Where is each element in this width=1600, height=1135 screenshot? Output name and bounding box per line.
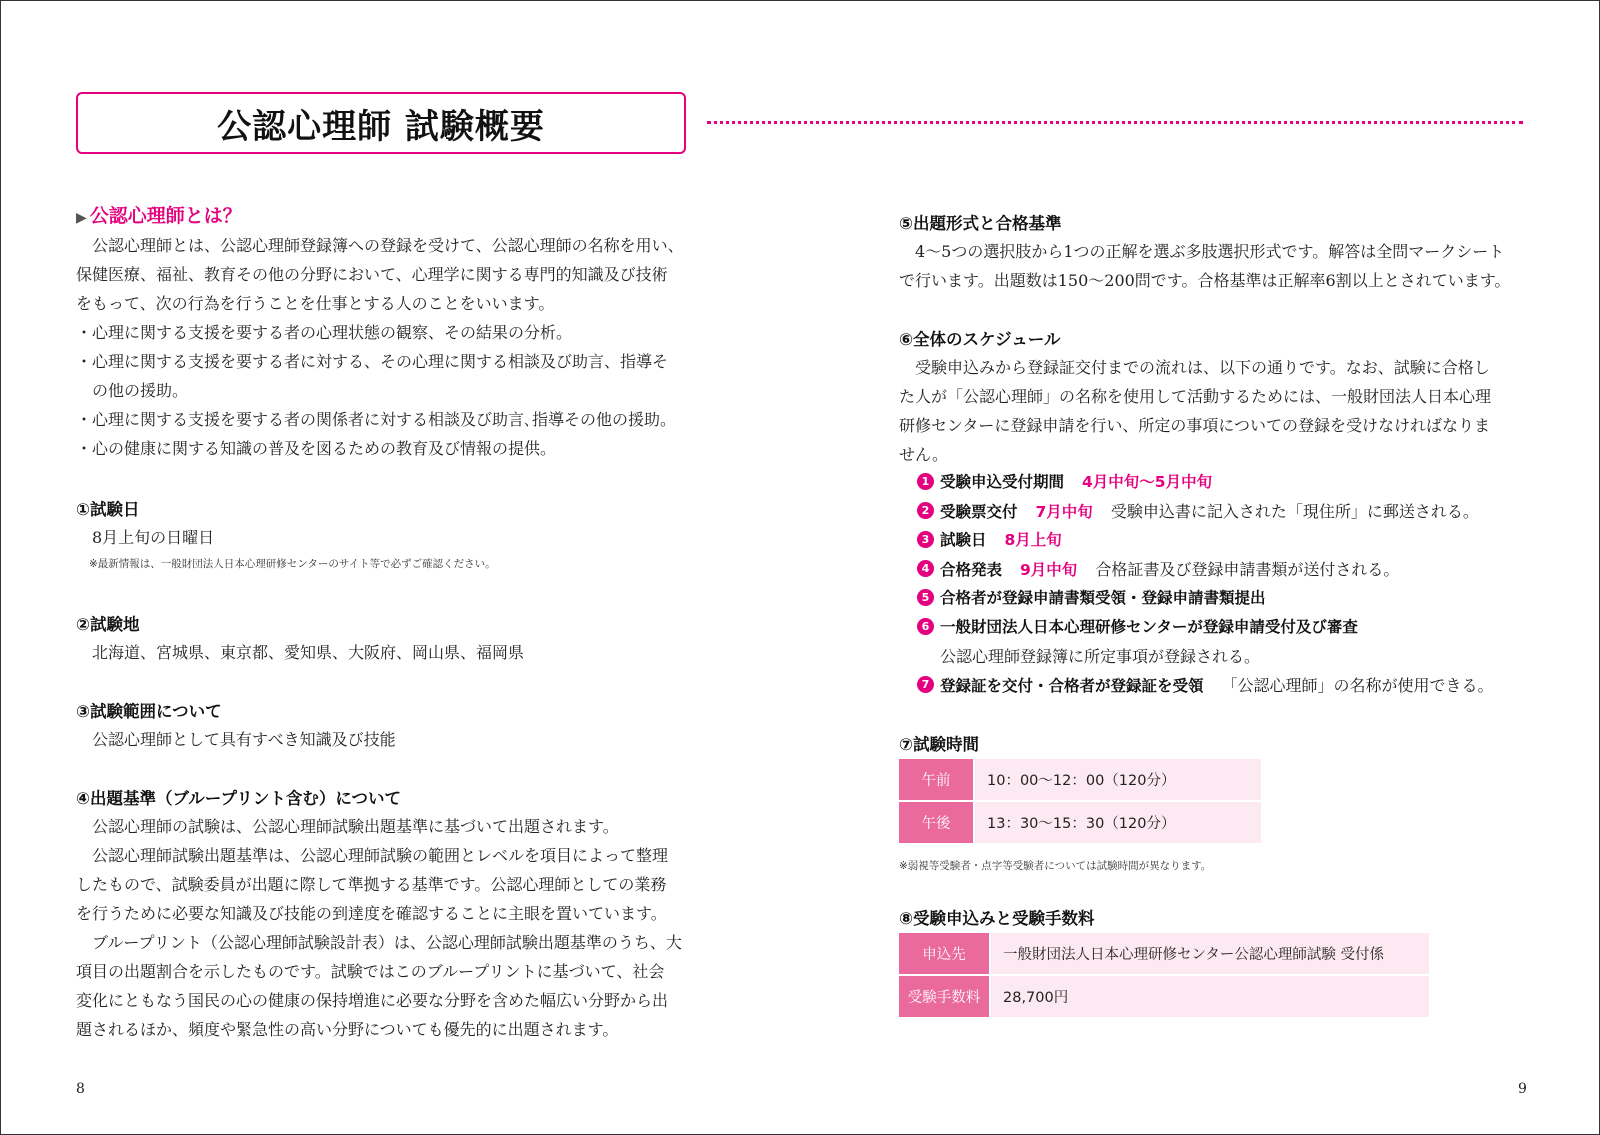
step-label: 合格者が登録申請書類受領・登録申請書類提出 xyxy=(940,589,1266,607)
title-box xyxy=(76,92,686,154)
step-highlight: 9月中旬 xyxy=(1020,560,1078,579)
step-number-badge: 4 xyxy=(917,560,934,577)
exam-scope-text: 公認心理師として具有すべき知識及び技能 xyxy=(76,730,396,749)
title-dotted-rule xyxy=(707,121,1523,124)
format-line: 4～5つの選択肢から1つの正解を選ぶ多肢選択形式です。解答は全問マークシート xyxy=(899,242,1505,261)
step-number-badge: 6 xyxy=(917,618,934,635)
exam-date-note: ※最新情報は、一般財団法人日本心理研修センターのサイト等で必ずご確認ください。 xyxy=(89,558,496,570)
criteria-line: 公認心理師試験出題基準は、公認心理師試験の範囲とレベルを項目によって整理 xyxy=(76,846,669,865)
step-sub-text: 公認心理師登録簿に所定事項が登録される。 xyxy=(940,647,1261,666)
step-label: 登録証を交付・合格者が登録証を受領 xyxy=(940,676,1204,695)
step-extra: 受験申込書に記入された「現住所」に郵送される。 xyxy=(1110,502,1479,521)
criteria-line: 変化にともなう国民の心の健康の保持増進に必要な分野を含めた幅広い分野から出 xyxy=(76,991,669,1010)
section-heading-application: ⑧受験申込みと受験手数料 xyxy=(899,909,1095,928)
section-heading-exam-scope: ③試験範囲について xyxy=(76,702,222,721)
table-value: 一般財団法人日本心理研修センター公認心理師試験 受付係 xyxy=(990,933,1429,975)
section-heading-format: ⑤出題形式と合格基準 xyxy=(899,214,1062,233)
step-label: 受験票交付 xyxy=(940,502,1018,521)
section-heading-exam-date: ①試験日 xyxy=(76,500,140,519)
intro-line: 保健医療、福祉、教育その他の分野において、心理学に関する専門的知識及び技術 xyxy=(76,265,668,284)
section-heading-criteria: ④出題基準（ブループリント含む）について xyxy=(76,789,401,808)
table-row xyxy=(899,759,1261,801)
schedule-step xyxy=(917,586,1266,608)
table-value: 13：30～15：30（120分） xyxy=(974,801,1261,844)
page-number-left: 8 xyxy=(76,1081,85,1097)
intro-line: ・心理に関する支援を要する者の心理状態の観察、その結果の分析。 xyxy=(76,323,573,342)
table-key: 午後 xyxy=(899,801,974,844)
table-key: 申込先 xyxy=(899,933,990,975)
page-number-right: 9 xyxy=(1518,1081,1527,1097)
exam-date-text: 8月上旬の日曜日 xyxy=(76,528,215,547)
step-highlight: 8月上旬 xyxy=(1004,531,1062,549)
step-extra: 「公認心理師」の名称が使用できる。 xyxy=(1221,676,1494,695)
schedule-step xyxy=(917,673,1494,696)
schedule-line: た人が「公認心理師」の名称を使用して活動するためには、一般財団法人日本心理 xyxy=(899,387,1492,406)
section-heading-schedule: ⑥全体のスケジュール xyxy=(899,330,1061,349)
schedule-line: せん。 xyxy=(899,445,948,464)
step-label: 試験日 xyxy=(940,531,987,549)
section-heading-exam-location: ②試験地 xyxy=(76,615,140,634)
table-row xyxy=(899,801,1261,844)
step-number-badge: 5 xyxy=(917,589,934,606)
step-number-badge: 3 xyxy=(917,531,934,548)
schedule-step xyxy=(917,499,1479,522)
step-highlight: 7月中旬 xyxy=(1035,502,1093,521)
criteria-line: 公認心理師の試験は、公認心理師試験出題基準に基づいて出題されます。 xyxy=(76,817,619,836)
triangle-icon: ▶ xyxy=(76,210,87,226)
exam-time-table xyxy=(899,759,1261,845)
step-highlight: 4月中旬～5月中旬 xyxy=(1082,473,1213,491)
table-value: 28,700円 xyxy=(990,975,1429,1018)
step-extra: 合格証書及び登録申請書類が送付される。 xyxy=(1095,560,1400,579)
intro-line: ・心の健康に関する知識の普及を図るための教育及び情報の提供。 xyxy=(76,439,557,458)
table-key: 午前 xyxy=(899,759,974,801)
intro-line: ・心理に関する支援を要する者の関係者に対する相談及び助言､指導その他の援助。 xyxy=(76,410,677,429)
criteria-line: したもので、試験委員が出題に際して準拠する基準です。公認心理師としての業務 xyxy=(76,875,667,894)
criteria-line: ブループリント（公認心理師試験設計表）は、公認心理師試験出題基準のうち、大 xyxy=(76,933,682,952)
table-row xyxy=(899,933,1429,975)
step-number-badge: 1 xyxy=(917,473,934,490)
table-key: 受験手数料 xyxy=(899,975,990,1018)
table-value: 10：00～12：00（120分） xyxy=(974,759,1261,801)
intro-line: の他の援助。 xyxy=(76,381,189,400)
intro-line: をもって、次の行為を行うことを仕事とする人のことをいいます。 xyxy=(76,294,555,313)
table-row xyxy=(899,975,1429,1018)
criteria-line: を行うために必要な知識及び技能の到達度を確認することに主眼を置いています。 xyxy=(76,904,667,923)
intro-line: 公認心理師とは、公認心理師登録簿への登録を受けて、公認心理師の名称を用い、 xyxy=(76,236,684,255)
criteria-line: 項目の出題割合を示したものです。試験ではこのブループリントに基づいて、社会 xyxy=(76,962,665,981)
intro-line: ・心理に関する支援を要する者に対する、その心理に関する相談及び助言、指導そ xyxy=(76,352,669,371)
page-title: 公認心理師 試験概要 xyxy=(217,106,545,147)
application-table xyxy=(899,933,1429,1019)
schedule-line: 受験申込みから登録証交付までの流れは、以下の通りです。なお、試験に合格し xyxy=(899,358,1490,377)
step-label: 一般財団法人日本心理研修センターが登録申請受付及び審査 xyxy=(940,618,1358,636)
schedule-line: 研修センターに登録申請を行い、所定の事項についての登録を受けなければなりま xyxy=(899,416,1491,435)
step-label: 受験申込受付期間 xyxy=(940,473,1065,491)
schedule-step xyxy=(917,470,1212,492)
schedule-step xyxy=(917,615,1358,637)
format-line: で行います。出題数は150～200問です。合格基準は正解率6割以上とされています。 xyxy=(899,271,1511,290)
step-number-badge: 7 xyxy=(917,676,934,693)
criteria-line: 題されるほか、頻度や緊急性の高い分野についても優先的に出題されます。 xyxy=(76,1020,619,1039)
intro-heading: ▶ 公認心理師とは？ xyxy=(76,205,242,227)
exam-time-note: ※弱視等受験者・点字等受験者については試験時間が異なります。 xyxy=(899,860,1212,872)
exam-location-text: 北海道、宮城県、東京都、愛知県、大阪府、岡山県、福岡県 xyxy=(76,643,525,662)
schedule-step xyxy=(917,557,1399,580)
schedule-step xyxy=(917,528,1062,550)
step-number-badge: 2 xyxy=(917,502,934,519)
step-label: 合格発表 xyxy=(940,560,1003,579)
section-heading-exam-time: ⑦試験時間 xyxy=(899,735,979,754)
